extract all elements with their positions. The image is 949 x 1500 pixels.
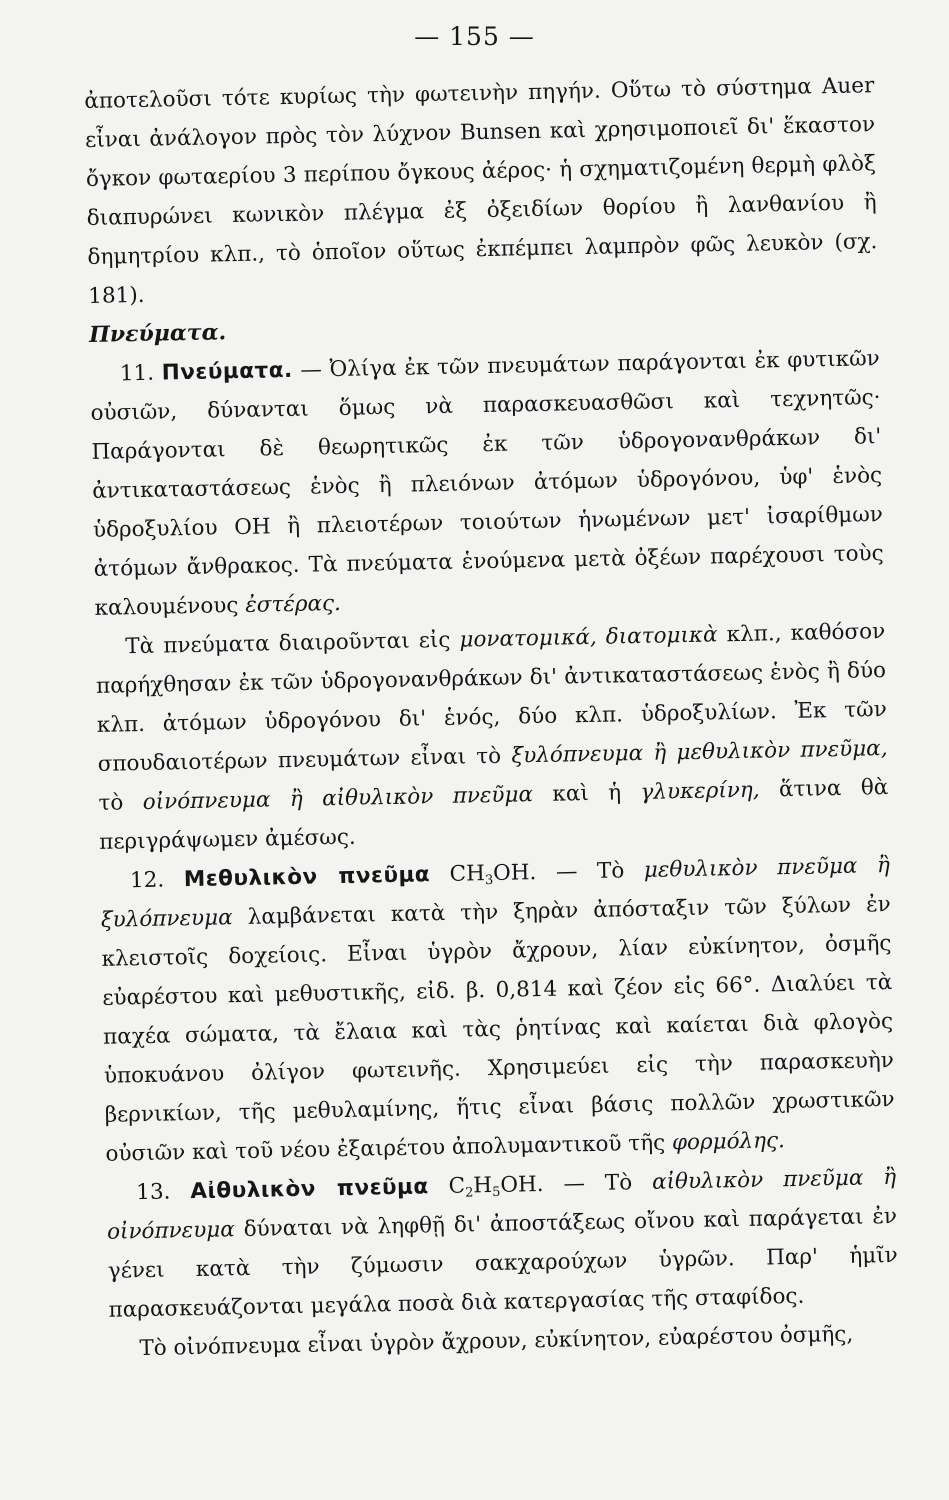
- paragraph-12-text-2: λαμβάνεται κατὰ τὴν ξηρὰν ἀπόσταξιν τῶν ξύλων ἐν κλειστοῖς δοχείοις. Εἶναι ὑγρὸν ἄχρουν, λίαν εὐκίνητον, ὀσμῆς εὐαρέστου καὶ μεθυστικῆς, εἰδ. β. 0,814 καὶ ζέον εἰς 66°. Διαλύει τὰ παχέα σώματα, τὰ ἔλαια καὶ τὰς ῥητίνας καὶ καίεται διὰ φλογὸς ὑποκυάνου ὀλίγον φωτεινῆς. Χρησιμεύει εἰς τὴν παρασκευὴν βερνικίων, τῆς μεθυλαμίνης, ἥτις εἶναι βάσις πολλῶν χρωστικῶν οὐσιῶν καὶ τοῦ νέου ἐξαιρέτου ἀπολυμαντικοῦ τῆς: [101, 891, 895, 1167]
- paragraph-11-text: — Ὀλίγα ἐκ τῶν πνευμάτων παράγονται ἐκ φυτικῶν οὐσιῶν, δύνανται ὅμως νὰ παρασκευασθῶσι καὶ τεχνητῶς· Παράγονται δὲ θεωρητικῶς ἐκ τῶν ὑδρογονανθράκων δι' ἀντικαταστάσεως ἑνὸς ἢ πλειόνων ἀτόμων ὑδρογόνου, ὑφ' ἑνὸς ὑδροξυλίου ΟΗ ἢ πλειοτέρων τοιούτων ἡνωμένων μετ' ἰσαρίθμων ἀτόμων ἄνθρακος. Τὰ πνεύματα ἑνούμενα μετὰ ὀξέων παρέχουσι τοὺς καλουμένους: [90, 346, 884, 621]
- paragraph-12-number: 12.: [129, 867, 165, 894]
- paragraph-13-text-1: — Τὸ: [563, 1170, 633, 1197]
- classes-emph-3: οἰνόπνευμα ἢ αἰθυλικὸν πνεῦμα: [142, 782, 534, 815]
- section-title: Πνεύματα.: [88, 319, 227, 348]
- paragraph-13: [106, 1158, 899, 1330]
- paragraph-11: [89, 339, 884, 628]
- classes-text-4: καὶ ἡ: [552, 780, 622, 807]
- page-number: — 155 —: [414, 22, 535, 51]
- paragraph-12-text-1: — Τὸ: [555, 858, 625, 885]
- paragraph-12: [100, 846, 896, 1174]
- paragraph-13-number: 13.: [136, 1179, 171, 1206]
- intro-paragraph: ἀποτελοῦσι τότε κυρίως τὴν φωτεινὴν πηγήν. Οὕτω τὸ σύστημα Auer εἶναι ἀνάλογον πρὸς τὸν λύχνον Bunsen καὶ χρησιμοποιεῖ δι' ἕκαστον ὄγκον φωταερίου 3 περίπου ὄγκους ἀέρος· ἡ σχηματιζομένη θερμὴ φλὸξ διαπυρώνει κωνικὸν πλέγμα ἐξ ὀξειδίων θορίου ἢ λανθανίου ἢ δημητρίου κλπ., τὸ ὁποῖον οὕτως ἐκπέμπει λαμπρὸν φῶς λευκὸν (σχ. 181).: [84, 73, 878, 309]
- classes-text-2: κλπ., καθόσον παρήχθησαν ἐκ τῶν ὑδρογονανθράκων δι' ἀντικαταστάσεως ἑνὸς ἢ δύο κλπ. ἀτόμων ὑδρογόνου δι' ἑνός, δύο κλπ. ὑδροξυλίων. Ἐκ τῶν σπουδαιοτέρων πνευμάτων εἶναι τὸ: [95, 619, 888, 777]
- paragraph-classes: [95, 612, 890, 862]
- paragraph-12-formula: $CH_3OH$.: [449, 860, 537, 889]
- paragraph-12-heading: Μεθυλικὸν πνεῦμα: [183, 862, 431, 893]
- paragraph-12-emph-2: φορμόλης.: [671, 1128, 786, 1156]
- paragraph-12-emph-1: μεθυλικὸν πνεῦμα ἢ ξυλόπνευμα: [100, 852, 891, 933]
- classes-text-3: τὸ: [98, 790, 124, 816]
- paragraph-13-text-2: δύναται νὰ ληφθῇ δι' ἀποστάξεως οἴνου καὶ παράγεται ἐν γένει κατὰ τὴν ζύμωσιν σακχαρούχων ὑγρῶν. Παρ' ἡμῖν παρασκευάζονται μεγάλα ποσὰ διὰ κατεργασίας τῆς σταφίδος.: [107, 1203, 898, 1323]
- classes-emph-4: γλυκερίνη,: [640, 777, 760, 805]
- paragraph-13-heading: Αἰθυλικὸν πνεῦμα: [190, 1174, 429, 1205]
- classes-emph-1: μονατομικά, διατομικὰ: [459, 622, 718, 653]
- classes-text-5: ἅτινα θὰ περιγράψωμεν ἀμέσως.: [99, 775, 889, 855]
- classes-emph-2: ξυλόπνευμα ἢ μεθυλικὸν πνεῦμα,: [511, 736, 888, 769]
- paragraph-11-heading: Πνεύματα.: [161, 357, 293, 386]
- paragraph-13-emph-1: αἰθυλικὸν πνεῦμα ἢ οἰνόπνευμα: [106, 1164, 897, 1245]
- paragraph-11-end-word: ἐστέρας.: [244, 590, 342, 618]
- paragraph-11-number: 11.: [119, 360, 155, 387]
- classes-text-1: Τὰ πνεύματα διαιροῦνται εἰς: [125, 627, 451, 660]
- paragraph-13-formula: $C_2H_5OH$.: [448, 1172, 544, 1201]
- body-text: [84, 66, 900, 1369]
- paragraph-last: Τὸ οἰνόπνευμα εἶναι ὑγρὸν ἄχρουν, εὐκίνητον, εὐαρέστου ὀσμῆς,: [139, 1321, 854, 1362]
